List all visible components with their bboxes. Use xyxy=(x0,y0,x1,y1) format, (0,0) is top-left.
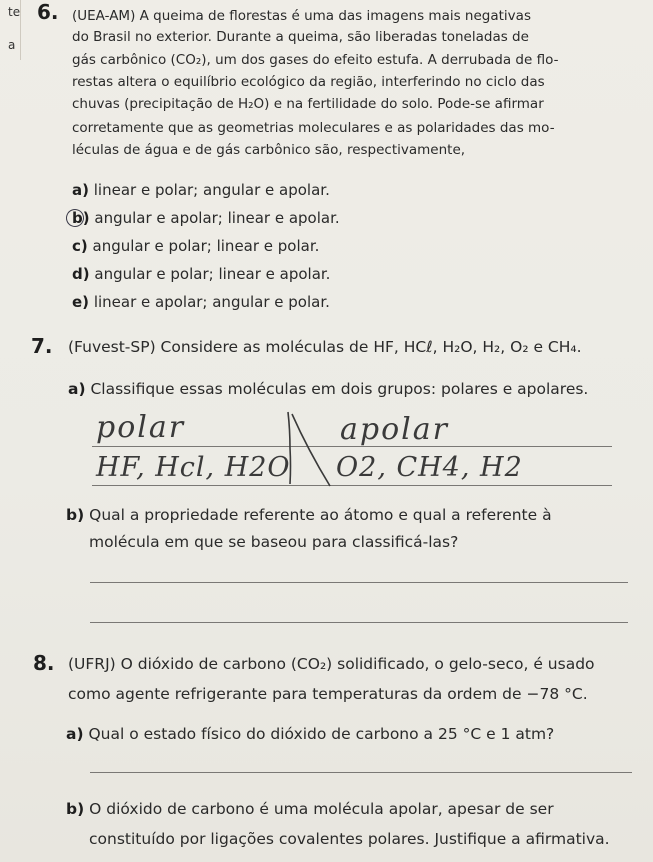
question-6-line-1: (UEA-AM) A queima de florestas é uma das imagens mais negativas xyxy=(72,8,531,24)
question-6-line-6: corretamente que as geometrias moleculares e as polaridades das mo- xyxy=(72,120,555,136)
edge-fragment-1: te xyxy=(8,5,21,19)
question-6-option-e: e) linear e apolar; angular e polar. xyxy=(72,293,330,311)
answer-line-7b-2 xyxy=(90,622,628,623)
question-6-line-5: chuvas (precipitação de H₂O) e na fertilidade do solo. Pode-se afirmar xyxy=(72,96,544,112)
question-6-line-7: léculas de água e de gás carbônico são, respectivamente, xyxy=(72,142,466,158)
question-7a: a) Classifique essas moléculas em dois grupos: polares e apolares. xyxy=(68,380,589,398)
question-6-line-2: do Brasil no exterior. Durante a queima, são liberadas toneladas de xyxy=(72,29,529,45)
question-7b-line-2: molécula em que se baseou para classificá-las? xyxy=(89,533,459,551)
edge-fragment-2: a xyxy=(8,38,16,52)
question-8-line-1: (UFRJ) O dióxido de carbono (CO₂) solidificado, o gelo-seco, é usado xyxy=(68,655,595,673)
question-6-option-a: a) linear e polar; angular e apolar. xyxy=(72,181,330,199)
handwritten-apolar-heading: apolar xyxy=(340,412,449,447)
handwritten-polar-list: HF, Hcl, H2O xyxy=(96,452,291,483)
answer-line-8a xyxy=(90,772,632,773)
question-6-option-b: b) angular e apolar; linear e apolar. xyxy=(72,209,340,227)
question-8b-line-1: b) O dióxido de carbono é uma molécula apolar, apesar de ser xyxy=(66,800,554,818)
question-8-number: 8. xyxy=(33,651,55,675)
question-6-option-d: d) angular e polar; linear e apolar. xyxy=(72,265,331,283)
handwritten-polar-heading: polar xyxy=(96,410,186,445)
question-7b-line-1: b) Qual a propriedade referente ao átomo e qual a referente à xyxy=(66,506,552,524)
margin-line xyxy=(20,0,21,60)
question-8-line-2: como agente refrigerante para temperaturas da ordem de −78 °C. xyxy=(68,685,588,703)
handwritten-apolar-list: O2, CH4, H2 xyxy=(336,452,523,483)
question-6-line-3: gás carbônico (CO₂), um dos gases do efeito estufa. A derrubada de flo- xyxy=(72,52,559,68)
question-6-line-4: restas altera o equilíbrio ecológico da região, interferindo no ciclo das xyxy=(72,74,545,90)
question-7-stem: (Fuvest-SP) Considere as moléculas de HF, HCℓ, H₂O, H₂, O₂ e CH₄. xyxy=(68,338,582,356)
question-8a: a) Qual o estado físico do dióxido de carbono a 25 °C e 1 atm? xyxy=(66,725,555,743)
answer-line-7b-1 xyxy=(90,582,628,583)
answer-line-7a-2 xyxy=(92,485,612,486)
question-7-number: 7. xyxy=(31,334,53,358)
question-6-option-c: c) angular e polar; linear e polar. xyxy=(72,237,320,255)
question-8b-line-2: constituído por ligações covalentes polares. Justifique a afirmativa. xyxy=(89,830,610,848)
question-6-number: 6. xyxy=(37,0,59,24)
